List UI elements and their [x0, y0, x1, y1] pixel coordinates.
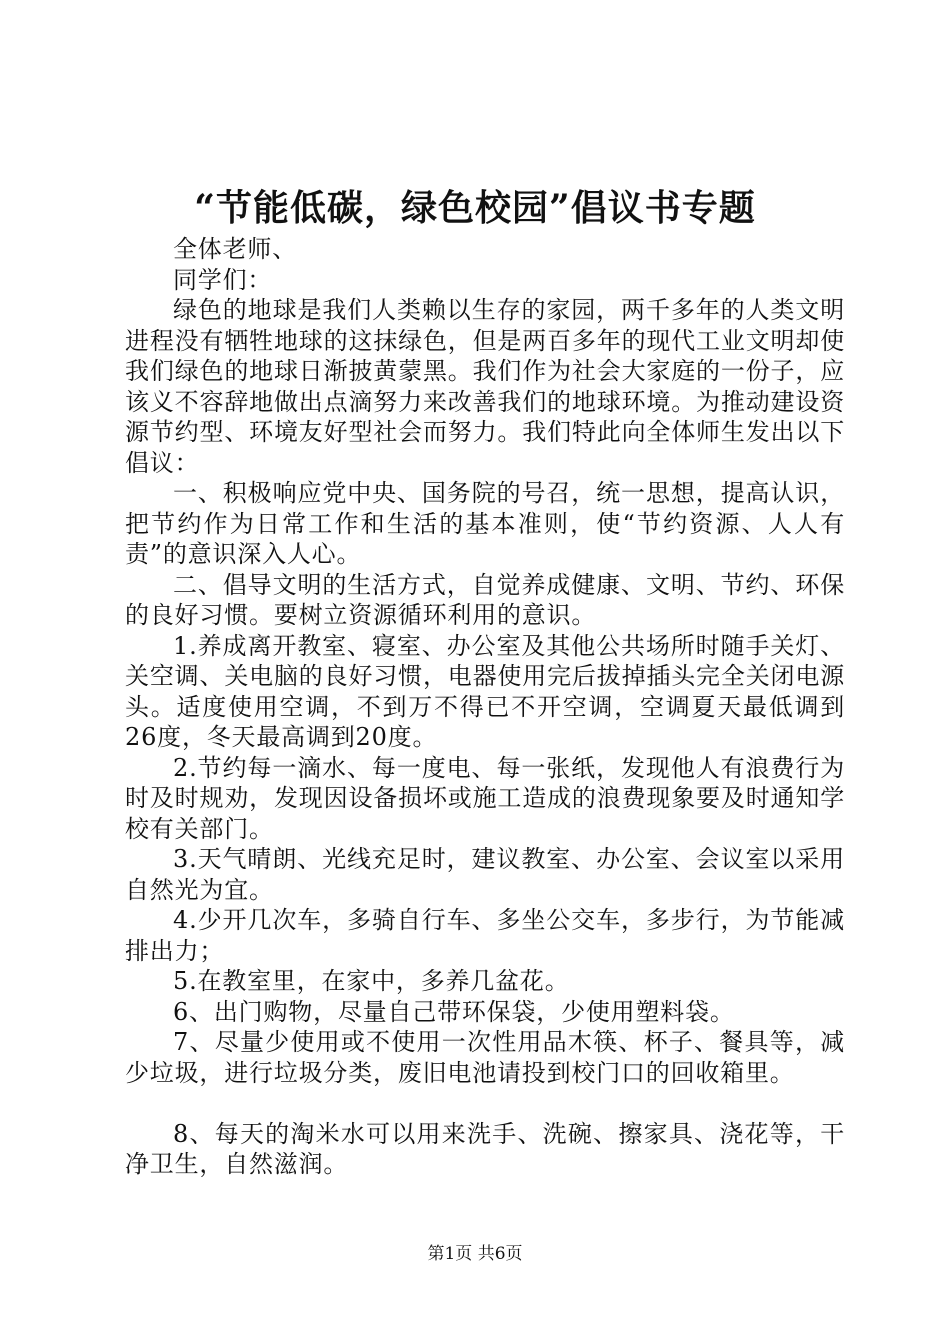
body-paragraph-item-7: 7、尽量少使用或不使用一次性用品木筷、杯子、餐具等，减少垃圾，进行垃圾分类，废旧电池请投到校门口的回收箱里。 [125, 1028, 845, 1087]
body-paragraph-intro: 绿色的地球是我们人类赖以生存的家园，两千多年的人类文明进程没有牺牲地球的这抹绿色，但是两百多年的现代工业文明却使我们绿色的地球日渐披黄蒙黑。我们作为社会大家庭的一份子，应该义不容辞地做出点滴努力来改善我们的地球环境。为推动建设资源节约型、环境友好型社会而努力。我们特此向全体师生发出以下倡议： [125, 296, 845, 477]
body-paragraph-item-3: 3.天气晴朗、光线充足时，建议教室、办公室、会议室以采用自然光为宜。 [125, 845, 845, 904]
document-title: “节能低碳，绿色校园”倡议书专题 [194, 187, 756, 229]
salutation-line: 同学们： [173, 265, 273, 294]
salutation-line: 全体老师、 [173, 235, 297, 263]
body-paragraph-item-4: 4.少开几次车，多骑自行车、多坐公交车，多步行，为节能减排出力； [125, 906, 845, 965]
page-number-footer: 第1页 共6页 [427, 1244, 523, 1264]
body-paragraph-proposal-1: 一、积极响应党中央、国务院的号召，统一思想，提高认识，把节约作为日常工作和生活的基本准则，使“节约资源、人人有责”的意识深入人心。 [125, 479, 845, 568]
body-paragraph-item-2: 2.节约每一滴水、每一度电、每一张纸，发现他人有浪费行为时及时规劝，发现因设备损坏或施工造成的浪费现象要及时通知学校有关部门。 [125, 753, 845, 843]
body-paragraph-proposal-2: 二、倡导文明的生活方式，自觉养成健康、文明、节约、环保的良好习惯。要树立资源循环利用的意识。 [125, 570, 845, 629]
body-paragraph-item-5: 5.在教室里，在家中，多养几盆花。 [173, 967, 570, 995]
document-body [125, 234, 845, 1180]
body-paragraph-item-1: 1.养成离开教室、寝室、办公室及其他公共场所时随手关灯、关空调、关电脑的良好习惯，电器使用完后拔掉插头完全关闭电源头。适度使用空调，不到万不得已不开空调，空调夏天最低调到26度，冬天最高调到20度。 [125, 631, 845, 751]
body-paragraph-item-8: 8、每天的淘米水可以用来洗手、洗碗、擦家具、浇花等，干净卫生，自然滋润。 [125, 1119, 845, 1178]
body-paragraph-item-6: 6、出门购物，尽量自己带环保袋，少使用塑料袋。 [173, 997, 735, 1026]
